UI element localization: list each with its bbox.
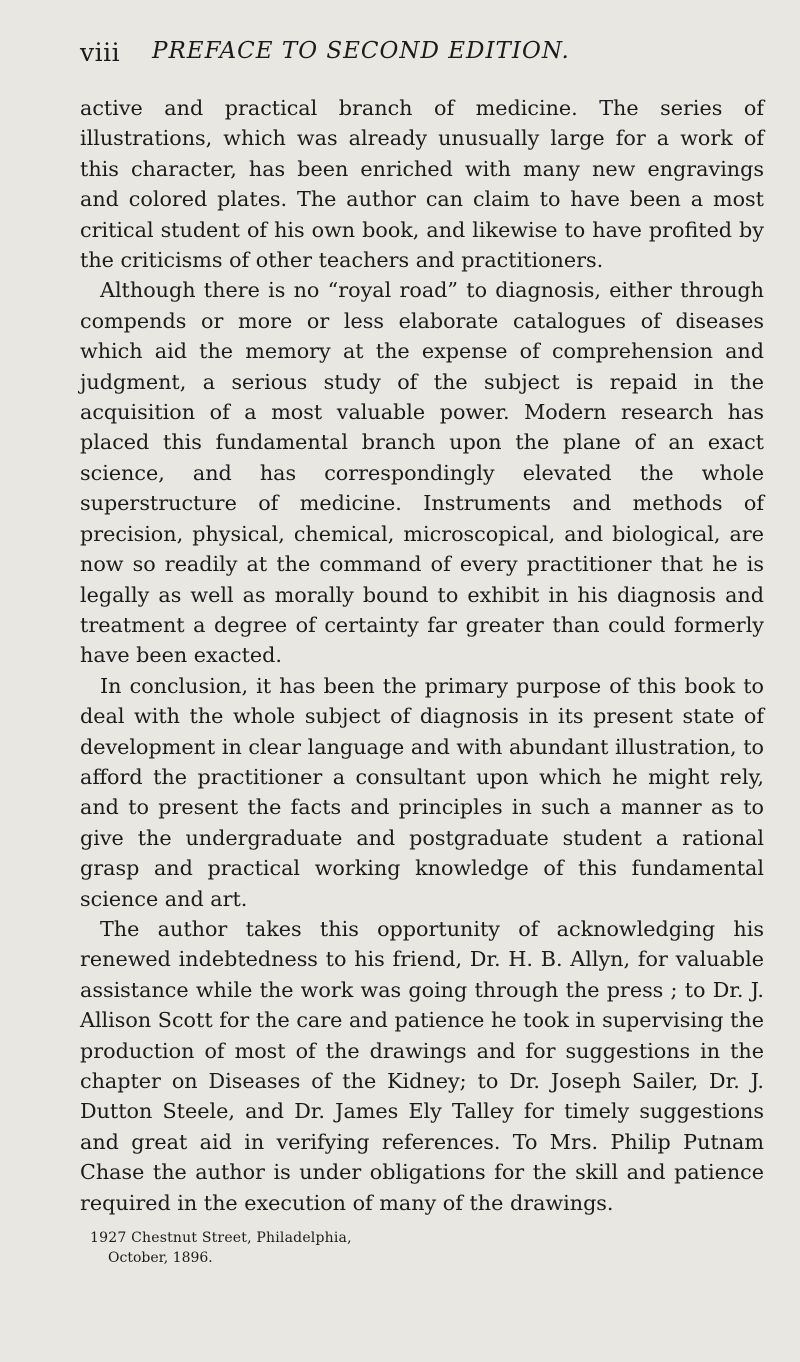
page-header xyxy=(80,38,764,78)
paragraph-royal-road: Although there is no “royal road” to diagnosis, either through compends or more or less elaborate catalogues of diseases which aid the memory at the expense of comprehension and judgment, a serious study of the subject is repaid in the acquisition of a most valuable power. Modern research has placed this fundamental branch upon the plane of an exact science, and has correspondingly elevated the whole superstructure of medicine. Instruments and methods of precision, physical, chemical, microscopical, and biological, are now so readily at the command of every practitioner that he is legally as well as morally bound to exhibit in his diagnosis and treatment a degree of certainty far greater than could formerly have been exacted. xyxy=(80,278,764,668)
page-number: viii xyxy=(80,38,121,67)
signature-date: October, 1896. xyxy=(108,1250,213,1267)
preface-body xyxy=(80,93,764,1218)
paragraph-continuation: active and practical branch of medicine. The series of illustrations, which was already unusually large for a work of this character, has been enriched with many new engravings and colored plates. The author can claim to have been a most critical student of his own book, and likewise to have profited by the criticisms of other teachers and practitioners. xyxy=(80,96,764,273)
running-title: PREFACE TO SECOND EDITION. xyxy=(152,38,570,64)
signature-address: 1927 Chestnut Street, Philadelphia, xyxy=(90,1230,352,1247)
signature-block xyxy=(80,1228,764,1268)
paragraph-conclusion: In conclusion, it has been the primary purpose of this book to deal with the whole subject of diagnosis in its present state of development in clear language and with abundant illustration, to afford the practitioner a consultant upon which he might rely, and to present the facts and principles in such a manner as to give the undergraduate and postgraduate student a rational grasp and practical working knowledge of this fundamental science and art. xyxy=(80,673,764,911)
paragraph-acknowledgments: The author takes this opportunity of acknowledging his renewed indebtedness to his friend, Dr. H. B. Allyn, for valuable assistance while the work was going through the press ; to Dr. J. Allison Scott for the care and patience he took in supervising the production of most of the drawings and for suggestions in the chapter on Diseases of the Kidney; to Dr. Joseph Sailer, Dr. J. Dutton Steele, and Dr. James Ely Talley for timely suggestions and great aid in verifying references. To Mrs. Philip Putnam Chase the author is under obligations for the skill and patience required in the execution of many of the drawings. xyxy=(80,916,764,1215)
